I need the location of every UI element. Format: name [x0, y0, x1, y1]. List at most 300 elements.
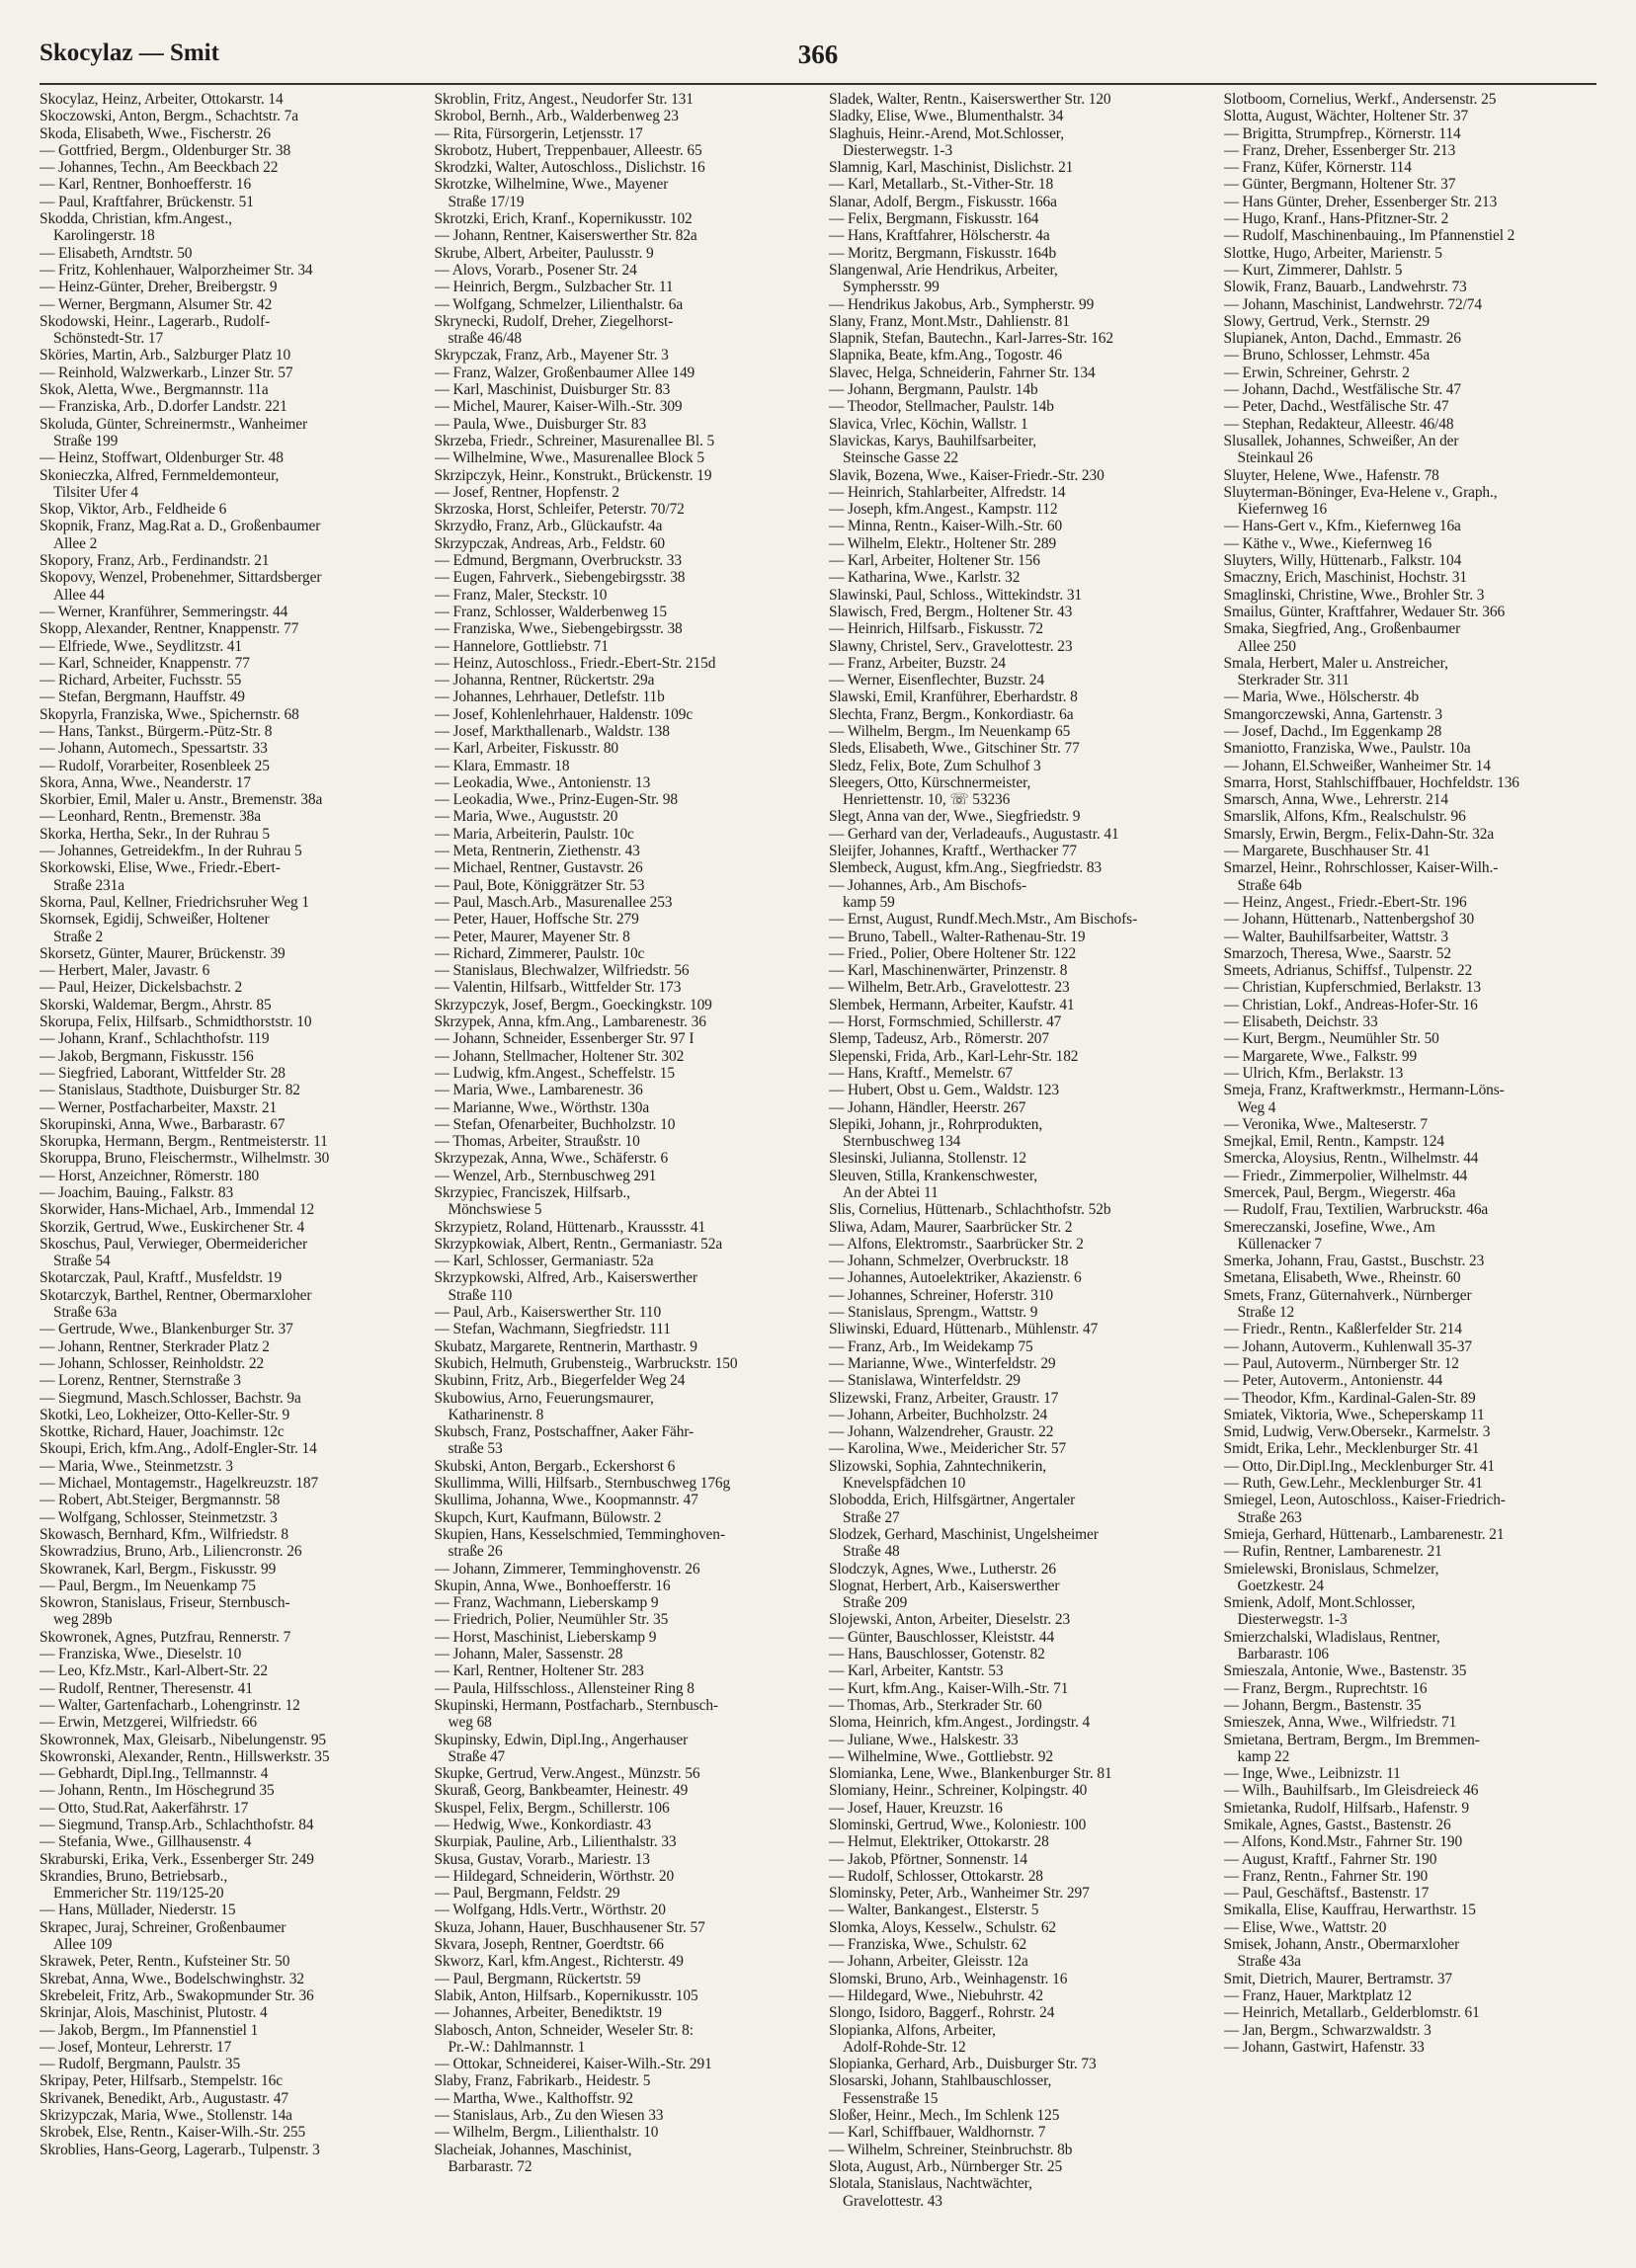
directory-entry: — Ottokar, Schneiderei, Kaiser-Wilh.-Str. 291: [434, 2056, 712, 2073]
directory-entry: Skorwider, Hans-Michael, Arb., Immendal 12: [40, 1201, 315, 1219]
directory-entry: Skrawek, Peter, Rentn., Kufsteiner Str. 50: [40, 1953, 290, 1971]
directory-entry: — Franz, Wachmann, Lieberskamp 9: [434, 1594, 659, 1612]
directory-entry: Slavica, Vrlec, Köchin, Wallstr. 1: [829, 415, 1028, 433]
directory-entry: Sladek, Walter, Rentn., Kaiserswerther Str. 120: [829, 91, 1111, 108]
directory-entry: Slechta, Franz, Bergm., Konkordiastr. 6a: [829, 705, 1074, 723]
directory-entry: Slominsky, Peter, Arb., Wanheimer Str. 297: [829, 1885, 1090, 1903]
directory-entry: Slotala, Stanislaus, Nachtwächter,: [829, 2175, 1032, 2193]
directory-entry: Slesinski, Julianna, Stollenstr. 12: [829, 1150, 1027, 1168]
directory-entry: — Franziska, Wwe., Schulstr. 62: [829, 1936, 1027, 1954]
directory-entry: — Rudolf, Maschinenbauing., Im Pfannenstiel 2: [1223, 227, 1515, 245]
directory-entry: — Paul, Bergmann, Rückertstr. 59: [434, 1970, 641, 1987]
directory-entry: — Michael, Montagemstr., Hagelkreuzstr. 187: [40, 1475, 319, 1493]
directory-entry: — Karl, Rentner, Bonhoefferstr. 16: [40, 176, 252, 194]
directory-entry: — Friedrich, Polier, Neumühler Str. 35: [434, 1611, 669, 1629]
directory-entry: — Heinz, Stoffwart, Oldenburger Str. 48: [40, 449, 284, 467]
directory-entry: — Johann, Bergm., Bastenstr. 35: [1223, 1696, 1422, 1714]
directory-entry: Sliwa, Adam, Maurer, Saarbrücker Str. 2: [829, 1218, 1073, 1236]
directory-entry: — Lorenz, Rentner, Sternstraße 3: [40, 1372, 241, 1390]
directory-entry: Skorupinski, Anna, Wwe., Barbarastr. 67: [40, 1115, 286, 1133]
directory-entry: Slaby, Franz, Fabrikarb., Heidestr. 5: [434, 2072, 651, 2090]
directory-entry: Skrzypkowiak, Albert, Rentn., Germaniastr. 52a: [434, 1235, 723, 1253]
directory-entry: — Gottfried, Bergm., Oldenburger Str. 38: [40, 141, 291, 159]
directory-entry: Smailus, Günter, Kraftfahrer, Wedauer Str. 366: [1223, 603, 1506, 620]
entry-continuation: Knevelspfädchen 10: [843, 1475, 966, 1493]
directory-entry: — Michel, Maurer, Kaiser-Wilh.-Str. 309: [434, 398, 683, 416]
directory-entry: — Karl, Schneider, Knappenstr. 77: [40, 654, 250, 672]
directory-entry: Sleijfer, Johannes, Kraftf., Werthacker 77: [829, 843, 1077, 860]
entry-continuation: kamp 22: [1237, 1747, 1290, 1765]
directory-entry: — Maria, Arbeiterin, Paulstr. 10c: [434, 825, 634, 843]
directory-entry: Skop, Viktor, Arb., Feldheide 6: [40, 501, 227, 519]
directory-entry: Slawinski, Paul, Schloss., Wittekindstr. 31: [829, 586, 1083, 604]
directory-entry: — Paul, Geschäftsf., Bastenstr. 17: [1223, 1885, 1430, 1903]
directory-entry: — Johann, Maler, Sassenstr. 28: [434, 1646, 623, 1663]
directory-entry: — Wilhelm, Betr.Arb., Gravelottestr. 23: [829, 979, 1070, 997]
entry-continuation: weg 68: [448, 1714, 492, 1732]
directory-entry: Smieja, Gerhard, Hüttenarb., Lambarenestr. 21: [1223, 1525, 1505, 1543]
directory-entry: Slepiki, Johann, jr., Rohrprodukten,: [829, 1115, 1043, 1133]
directory-entry: — Rufin, Rentner, Lambarenestr. 21: [1223, 1543, 1442, 1561]
directory-entry: Skrizypczak, Maria, Wwe., Stollenstr. 14a: [40, 2107, 292, 2125]
entry-continuation: Gravelottestr. 43: [843, 2192, 942, 2210]
directory-entry: Skrzypiec, Franciszek, Hilfsarb.,: [434, 1184, 630, 1201]
directory-entry: Skotki, Leo, Lokheizer, Otto-Keller-Str. 9: [40, 1406, 290, 1423]
directory-entry: — Kurt, kfm.Ang., Kaiser-Wilh.-Str. 71: [829, 1679, 1069, 1697]
directory-entry: Skroblies, Hans-Georg, Lagerarb., Tulpenstr. 3: [40, 2141, 320, 2158]
directory-entry: — Siegmund, Masch.Schlosser, Bachstr. 9a: [40, 1389, 301, 1407]
directory-entry: — Hugo, Kranf., Hans-Pfitzner-Str. 2: [1223, 210, 1449, 228]
directory-entry: Skorupa, Felix, Hilfsarb., Schmidthorststr. 10: [40, 1013, 312, 1031]
directory-entry: — Josef, Kohlenlehrhauer, Haldenstr. 109c: [434, 705, 694, 723]
directory-entry: — Stefan, Wachmann, Siegfriedstr. 111: [434, 1321, 671, 1338]
directory-entry: Smercek, Paul, Bergm., Wiegerstr. 46a: [1223, 1184, 1456, 1201]
entry-continuation: Küllenacker 7: [1237, 1235, 1322, 1253]
directory-entry: Slawny, Christel, Serv., Gravelottestr. 23: [829, 637, 1073, 655]
directory-entry: Skrotzke, Wilhelmine, Wwe., Mayener: [434, 176, 669, 194]
directory-entry: — Franz, Schlosser, Walderbenweg 15: [434, 603, 667, 620]
directory-entry: Smercka, Aloysius, Rentn., Wilhelmstr. 44: [1223, 1150, 1479, 1168]
directory-entry: — Peter, Dachd., Westfälische Str. 47: [1223, 398, 1449, 416]
directory-entry: — August, Kraftf., Fahrner Str. 190: [1223, 1850, 1437, 1868]
directory-entry: — Heinrich, Stahlarbeiter, Alfredstr. 14: [829, 483, 1066, 501]
entry-continuation: Karolingerstr. 18: [53, 227, 155, 245]
directory-entry: Slabosch, Anton, Schneider, Weseler Str. 8:: [434, 2021, 694, 2039]
directory-entry: — Paul, Heizer, Dickelsbachstr. 2: [40, 979, 243, 997]
entry-continuation: Allee 44: [53, 586, 105, 604]
directory-entry: — Johann, Hüttenarb., Nattenbergshof 30: [1223, 911, 1475, 929]
directory-entry: Slepenski, Frida, Arb., Karl-Lehr-Str. 182: [829, 1047, 1079, 1065]
directory-entry: Sliwinski, Eduard, Hüttenarb., Mühlenstr. 47: [829, 1321, 1099, 1338]
directory-entry: — Horst, Formschmied, Schillerstr. 47: [829, 1013, 1062, 1031]
directory-entry: — Rita, Fürsorgerin, Letjensstr. 17: [434, 124, 643, 142]
entry-continuation: Straße 47: [448, 1747, 506, 1765]
directory-entry: Skrandies, Bruno, Betriebsarb.,: [40, 1867, 228, 1885]
page-number: 366: [797, 40, 839, 69]
directory-entry: Skullima, Johanna, Wwe., Koopmannstr. 47: [434, 1492, 698, 1509]
directory-entry: Slowy, Gertrud, Verk., Sternstr. 29: [1223, 312, 1431, 330]
directory-entry: Slanar, Adolf, Bergm., Fiskusstr. 166a: [829, 193, 1057, 210]
directory-entry: Skoruppa, Bruno, Fleischermstr., Wilhelmstr. 30: [40, 1150, 330, 1168]
entry-continuation: weg 289b: [53, 1611, 113, 1629]
directory-entry: Slopianka, Alfons, Arbeiter,: [829, 2021, 996, 2039]
directory-entry: Smarsch, Anna, Wwe., Lehrerstr. 214: [1223, 791, 1448, 809]
directory-entry: — Wilh., Bauhilfsarb., Im Gleisdreieck 46: [1223, 1782, 1479, 1800]
directory-entry: Skocylaz, Heinz, Arbeiter, Ottokarstr. 14: [40, 91, 284, 108]
directory-entry: Skorkowski, Elise, Wwe., Friedr.-Ebert-: [40, 859, 281, 877]
entry-continuation: Straße 12: [1237, 1304, 1295, 1322]
directory-entry: — Stefania, Wwe., Gillhausenstr. 4: [40, 1833, 252, 1851]
directory-entry: Slavickas, Karys, Bauhilfsarbeiter,: [829, 432, 1037, 449]
entry-continuation: Diesterwegstr. 1-3: [843, 141, 953, 159]
entry-continuation: Emmericher Str. 119/125-20: [53, 1885, 224, 1903]
directory-entry: Smierzchalski, Wladislaus, Rentner,: [1223, 1628, 1440, 1646]
entry-continuation: Barbarastr. 106: [1237, 1646, 1330, 1663]
entry-continuation: Barbarastr. 72: [448, 2157, 532, 2175]
directory-entry: Skubinn, Fritz, Arb., Biegerfelder Weg 24: [434, 1372, 686, 1390]
directory-entry: — Kurt, Zimmerer, Dahlstr. 5: [1223, 261, 1403, 279]
directory-entry: Slamnig, Karl, Maschinist, Dislichstr. 21: [829, 159, 1074, 177]
directory-entry: Slopianka, Gerhard, Arb., Duisburger Str. 73: [829, 2056, 1097, 2073]
directory-entry: Skonieczka, Alfred, Fernmeldemonteur,: [40, 466, 280, 484]
entry-continuation: Katharinenstr. 8: [448, 1406, 544, 1423]
directory-entry: Skupinski, Hermann, Postfacharb., Sternbusch-: [434, 1696, 718, 1714]
entry-continuation: Steinkaul 26: [1237, 449, 1313, 467]
entry-continuation: Sternbuschweg 134: [843, 1133, 961, 1151]
directory-entry: Skrotzki, Erich, Kranf., Kopernikusstr. 102: [434, 210, 693, 228]
directory-entry: Sledz, Felix, Bote, Zum Schulhof 3: [829, 757, 1041, 774]
directory-entry: Slis, Cornelius, Hüttenarb., Schlachthofstr. 52b: [829, 1201, 1111, 1219]
directory-entry: Smets, Franz, Güternahverk., Nürnberger: [1223, 1286, 1472, 1304]
directory-entry: — Hedwig, Wwe., Konkordiastr. 43: [434, 1816, 652, 1833]
directory-entry: — Fritz, Kohlenhauer, Walporzheimer Str. 34: [40, 261, 313, 279]
directory-entry: — Leokadia, Wwe., Prinz-Eugen-Str. 98: [434, 791, 678, 809]
directory-entry: — Maria, Wwe., Auguststr. 20: [434, 808, 618, 826]
directory-entry: — Johann, Schneider, Essenberger Str. 97 I: [434, 1030, 695, 1048]
directory-entry: Slembek, Hermann, Arbeiter, Kaufstr. 41: [829, 996, 1075, 1013]
directory-entry: Sköries, Martin, Arb., Salzburger Platz 10: [40, 347, 291, 364]
directory-entry: — Heinrich, Bergm., Sulzbacher Str. 11: [434, 279, 674, 296]
directory-entry: Slottke, Hugo, Arbeiter, Marienstr. 5: [1223, 244, 1442, 262]
directory-entry: — Leo, Kfz.Mstr., Karl-Albert-Str. 22: [40, 1662, 268, 1680]
entry-continuation: Straße 17/19: [448, 193, 525, 210]
directory-entry: Skopyrla, Franziska, Wwe., Spichernstr. 68: [40, 705, 299, 723]
entry-continuation: Straße 263: [1237, 1508, 1302, 1526]
directory-entry: Skopp, Alexander, Rentner, Knappenstr. 77: [40, 620, 299, 638]
directory-entry: — Johannes, Autoelektriker, Akazienstr. 6: [829, 1269, 1082, 1287]
entry-continuation: kamp 59: [843, 893, 895, 911]
directory-entry: Skorna, Paul, Kellner, Friedrichsruher Weg 1: [40, 893, 309, 911]
directory-entry: — Margarete, Buschhauser Str. 41: [1223, 843, 1431, 860]
directory-entry: — Rudolf, Bergmann, Paulstr. 35: [40, 2056, 241, 2073]
directory-entry: Slotta, August, Wächter, Holtener Str. 37: [1223, 108, 1469, 125]
directory-entry: — Michael, Rentner, Gustavstr. 26: [434, 859, 643, 877]
directory-entry: Sleuven, Stilla, Krankenschwester,: [829, 1167, 1037, 1184]
directory-entry: — Marianne, Wwe., Wörthstr. 130a: [434, 1098, 650, 1116]
directory-entry: — Kurt, Bergm., Neumühler Str. 50: [1223, 1030, 1439, 1048]
directory-column: [40, 91, 423, 2252]
entry-continuation: Straße 43a: [1237, 1953, 1301, 1971]
directory-entry: — Karl, Schiffbauer, Waldhornstr. 7: [829, 2124, 1046, 2142]
directory-entry: — Leokadia, Wwe., Antonienstr. 13: [434, 773, 651, 791]
directory-entry: Sladky, Elise, Wwe., Blumenthalstr. 34: [829, 108, 1064, 125]
directory-entry: — Franz, Hauer, Marktplatz 12: [1223, 1986, 1413, 2004]
directory-entry: — Johann, Gastwirt, Hafenstr. 33: [1223, 2038, 1425, 2056]
directory-entry: — Hildegard, Schneiderin, Wörthstr. 20: [434, 1867, 675, 1885]
directory-entry: Skowradzius, Bruno, Arb., Liliencronstr. 26: [40, 1543, 302, 1561]
directory-entry: Slapnik, Stefan, Bautechn., Karl-Jarres-Str. 162: [829, 330, 1113, 348]
directory-entry: Skrzypietz, Roland, Hüttenarb., Kraussstr. 41: [434, 1218, 706, 1236]
directory-entry: — Johann, Arbeiter, Buchholzstr. 24: [829, 1406, 1048, 1423]
directory-entry: — Wolfgang, Schmelzer, Lilienthalstr. 6a: [434, 295, 684, 313]
directory-entry: — Richard, Zimmerer, Paulstr. 10c: [434, 944, 645, 962]
directory-entry: Skorski, Waldemar, Bergm., Ahrstr. 85: [40, 996, 272, 1013]
directory-entry: Smarzoch, Theresa, Wwe., Saarstr. 52: [1223, 944, 1451, 962]
entry-continuation: Straße 64b: [1237, 876, 1302, 894]
directory-entry: — Elise, Wwe., Wattstr. 20: [1223, 1918, 1387, 1936]
directory-entry: — Erwin, Metzgerei, Wilfriedstr. 66: [40, 1714, 257, 1732]
directory-entry: — Karl, Metallarb., St.-Vither-Str. 18: [829, 176, 1054, 194]
directory-entry: Skrzipczyk, Heinr., Konstrukt., Brückenstr. 19: [434, 466, 712, 484]
directory-entry: Smiegel, Leon, Autoschloss., Kaiser-Friedrich-: [1223, 1492, 1506, 1509]
directory-entry: Smiatek, Viktoria, Wwe., Scheperskamp 11: [1223, 1406, 1485, 1423]
directory-entry: Skowronski, Alexander, Rentn., Hillswerkstr. 35: [40, 1747, 330, 1765]
directory-entry: — Wilhelm, Bergm., Im Neuenkamp 65: [829, 722, 1071, 740]
directory-entry: Smejkal, Emil, Rentn., Kampstr. 124: [1223, 1133, 1444, 1151]
entry-continuation: An der Abtei 11: [843, 1184, 939, 1201]
directory-entry: — Christian, Lokf., Andreas-Hofer-Str. 16: [1223, 996, 1478, 1013]
directory-entry: — Franz, Walzer, Großenbaumer Allee 149: [434, 364, 695, 381]
directory-entry: Slawisch, Fred, Bergm., Holtener Str. 43: [829, 603, 1073, 620]
directory-entry: Smala, Herbert, Maler u. Anstreicher,: [1223, 654, 1448, 672]
directory-entry: — Ernst, August, Rundf.Mech.Mstr., Am Bischofs-: [829, 911, 1138, 929]
directory-entry: Smaka, Siegfried, Ang., Großenbaumer: [1223, 620, 1461, 638]
directory-entry: — Walter, Bankangest., Elsterstr. 5: [829, 1902, 1039, 1919]
entry-continuation: Henriettenstr. 10, ☏ 53236: [843, 791, 1011, 809]
directory-entry: — Johann, Schlosser, Reinholdstr. 22: [40, 1354, 265, 1372]
directory-entry: — Alfons, Kond.Mstr., Fahrner Str. 190: [1223, 1833, 1463, 1851]
directory-entry: Skrinjar, Alois, Maschinist, Plutostr. 4: [40, 2004, 268, 2022]
entry-continuation: straße 46/48: [448, 330, 522, 348]
directory-entry: — Siegmund, Transp.Arb., Schlachthofstr. 84: [40, 1816, 314, 1833]
directory-entry: — Peter, Autoverm., Antonienstr. 44: [1223, 1372, 1443, 1390]
directory-entry: Smereczanski, Josefine, Wwe., Am: [1223, 1218, 1435, 1236]
entry-continuation: Straße 199: [53, 432, 119, 449]
directory-entry: — Thomas, Arb., Sterkrader Str. 60: [829, 1696, 1042, 1714]
directory-entry: — Moritz, Bergmann, Fiskusstr. 164b: [829, 244, 1057, 262]
directory-entry: — Eugen, Fahrverk., Siebengebirgsstr. 38: [434, 569, 686, 587]
entry-continuation: Straße 231a: [53, 876, 124, 894]
directory-entry: Smieszek, Anna, Wwe., Wilfriedstr. 71: [1223, 1714, 1457, 1732]
directory-entry: Smetana, Elisabeth, Wwe., Rheinstr. 60: [1223, 1269, 1461, 1287]
directory-entry: — Heinz, Angest., Friedr.-Ebert-Str. 196: [1223, 893, 1467, 911]
directory-entry: Skrube, Albert, Arbeiter, Paulusstr. 9: [434, 244, 654, 262]
directory-entry: — Ulrich, Kfm., Berlakstr. 13: [1223, 1064, 1404, 1082]
directory-entry: Skripay, Peter, Hilfsarb., Stempelstr. 16c: [40, 2072, 283, 2090]
directory-entry: — Johann, Stellmacher, Holtener Str. 302: [434, 1047, 685, 1065]
directory-entry: — Heinz, Autoschloss., Friedr.-Ebert-Str. 215d: [434, 654, 716, 672]
directory-entry: Skopory, Franz, Arb., Ferdinandstr. 21: [40, 552, 270, 570]
directory-entry: Skuza, Johann, Hauer, Buschhausener Str. 57: [434, 1918, 705, 1936]
directory-entry: Skoda, Elisabeth, Wwe., Fischerstr. 26: [40, 124, 272, 142]
directory-entry: Slavec, Helga, Schneiderin, Fahrner Str. 134: [829, 364, 1096, 381]
directory-entry: — Johann, Rentn., Im Höschegrund 35: [40, 1782, 275, 1800]
directory-entry: — Stanislawa, Winterfeldstr. 29: [829, 1372, 1021, 1390]
directory-entry: — Wilhelmine, Wwe., Gottliebstr. 92: [829, 1747, 1053, 1765]
directory-entry: — Johann, Walzendreher, Graustr. 22: [829, 1423, 1054, 1441]
directory-entry: — Hans-Gert v., Kfm., Kiefernweg 16a: [1223, 518, 1461, 535]
entry-continuation: Schönstedt-Str. 17: [53, 330, 164, 348]
directory-entry: Skubowius, Arno, Feuerungsmaurer,: [434, 1389, 654, 1407]
directory-entry: — Gebhardt, Dipl.Ing., Tellmannstr. 4: [40, 1765, 269, 1783]
directory-entry: — Karl, Rentner, Holtener Str. 283: [434, 1662, 644, 1680]
directory-entry: — Elisabeth, Arndtstr. 50: [40, 244, 193, 262]
directory-entry: — Johann, El.Schweißer, Wanheimer Str. 14: [1223, 757, 1491, 774]
directory-entry: Skullimma, Willi, Hilfsarb., Sternbuschweg 176g: [434, 1475, 731, 1493]
directory-entry: — Maria, Wwe., Hölscherstr. 4b: [1223, 688, 1420, 706]
directory-entry: Smielewski, Bronislaus, Schmelzer,: [1223, 1560, 1439, 1578]
directory-entry: Smarra, Horst, Stahlschiffbauer, Hochfeldstr. 136: [1223, 773, 1519, 791]
directory-entry: Slominski, Gertrud, Wwe., Koloniestr. 100: [829, 1816, 1087, 1833]
directory-entry: — Werner, Bergmann, Alsumer Str. 42: [40, 295, 273, 313]
directory-entry: — Wilhelm, Elektr., Holtener Str. 289: [829, 534, 1057, 552]
entry-continuation: Straße 54: [53, 1253, 111, 1270]
directory-entry: — Johann, Rentner, Sterkrader Platz 2: [40, 1337, 270, 1355]
directory-entry: Skrynecki, Rudolf, Dreher, Ziegelhorst-: [434, 312, 674, 330]
directory-entry: — Josef, Hauer, Kreuzstr. 16: [829, 1799, 1003, 1817]
directory-entry: — Meta, Rentnerin, Ziethenstr. 43: [434, 843, 640, 860]
directory-entry: Skowranek, Karl, Bergm., Fiskusstr. 99: [40, 1560, 277, 1578]
directory-entry: — Karl, Arbeiter, Kantstr. 53: [829, 1662, 1004, 1680]
directory-entry: — Paul, Arb., Kaiserswerther Str. 110: [434, 1304, 662, 1322]
directory-entry: — Rudolf, Frau, Textilien, Warbruckstr. 46a: [1223, 1201, 1489, 1219]
directory-entry: — Stanislaus, Sprengm., Wattstr. 9: [829, 1304, 1038, 1322]
directory-entry: — Jan, Bergm., Schwarzwaldstr. 3: [1223, 2021, 1432, 2039]
entry-continuation: Adolf-Rohde-Str. 12: [843, 2038, 966, 2056]
directory-entry: Skrzypczak, Andreas, Arb., Feldstr. 60: [434, 534, 665, 552]
directory-entry: Skrzeba, Friedr., Schreiner, Masurenallee Bl. 5: [434, 432, 715, 449]
directory-entry: — Johannes, Schreiner, Hoferstr. 310: [829, 1286, 1054, 1304]
directory-entry: — Werner, Postfacharbeiter, Maxstr. 21: [40, 1098, 278, 1116]
directory-entry: — Wolfgang, Schlosser, Steinmetzstr. 3: [40, 1508, 278, 1526]
directory-entry: Skroblin, Fritz, Angest., Neudorfer Str. 131: [434, 91, 694, 108]
directory-entry: Skoupi, Erich, kfm.Ang., Adolf-Engler-Str. 14: [40, 1440, 317, 1458]
directory-entry: Sleds, Elisabeth, Wwe., Gitschiner Str. 77: [829, 740, 1080, 758]
directory-entry: — Fried., Polier, Obere Holtener Str. 122: [829, 944, 1077, 962]
directory-entry: — Edmund, Bergmann, Overbruckstr. 33: [434, 552, 682, 570]
directory-entry: — Paul, Masch.Arb., Masurenallee 253: [434, 893, 673, 911]
directory-entry: Skurpiak, Pauline, Arb., Lilienthalstr. 33: [434, 1833, 677, 1851]
directory-entry: — Johann, Automech., Spessartstr. 33: [40, 740, 268, 758]
directory-entry: Smarsly, Erwin, Bergm., Felix-Dahn-Str. 32a: [1223, 825, 1495, 843]
directory-entry: — Elfriede, Wwe., Seydlitzstr. 41: [40, 637, 242, 655]
directory-entry: — Paul, Bergm., Im Neuenkamp 75: [40, 1577, 256, 1594]
directory-entry: Skoschus, Paul, Verwieger, Obermeidericher: [40, 1235, 307, 1253]
directory-entry: Slawski, Emil, Kranführer, Eberhardstr. 8: [829, 688, 1078, 706]
directory-entry: — Franz, Dreher, Essenberger Str. 213: [1223, 141, 1456, 159]
directory-entry: Skubski, Anton, Bergarb., Eckershorst 6: [434, 1457, 676, 1475]
directory-entry: Skopovy, Wenzel, Probenehmer, Sittardsberger: [40, 569, 322, 587]
directory-entry: Smietanka, Rudolf, Hilfsarb., Hafenstr. 9: [1223, 1799, 1470, 1817]
directory-entry: Slotboom, Cornelius, Werkf., Andersenstr. 25: [1223, 91, 1497, 108]
directory-entry: — Reinhold, Walzwerkarb., Linzer Str. 57: [40, 364, 293, 381]
directory-entry: — Hans, Kraftfahrer, Hölscherstr. 4a: [829, 227, 1050, 245]
directory-entry: Skupien, Hans, Kesselschmied, Temminghoven-: [434, 1525, 725, 1543]
directory-entry: — Hubert, Obst u. Gem., Waldstr. 123: [829, 1082, 1059, 1099]
directory-entry: Slota, August, Arb., Nürnberger Str. 25: [829, 2157, 1063, 2175]
directory-entry: — Klara, Emmastr. 18: [434, 757, 570, 774]
directory-entry: — Josef, Dachd., Im Eggenkamp 28: [1223, 722, 1442, 740]
directory-entry: Skopnik, Franz, Mag.Rat a. D., Großenbaumer: [40, 518, 321, 535]
directory-entry: — Siegfried, Laborant, Wittfelder Str. 28: [40, 1064, 286, 1082]
directory-entry: Slojewski, Anton, Arbeiter, Dieselstr. 23: [829, 1611, 1071, 1629]
directory-entry: Skorbier, Emil, Maler u. Anstr., Bremenstr. 38a: [40, 791, 323, 809]
directory-entry: — Johannes, Arbeiter, Benediktstr. 19: [434, 2004, 662, 2022]
entry-continuation: Straße 27: [843, 1508, 900, 1526]
directory-entry: Slognat, Herbert, Arb., Kaiserswerther: [829, 1577, 1060, 1594]
directory-entry: — Ludwig, kfm.Angest., Scheffelstr. 15: [434, 1064, 675, 1082]
directory-entry: — Leonhard, Rentn., Bremenstr. 38a: [40, 808, 261, 826]
directory-entry: Slegt, Anna van der, Wwe., Siegfriedstr. 9: [829, 808, 1081, 826]
directory-entry: — Paula, Hilfsschloss., Allensteiner Ring 8: [434, 1679, 695, 1697]
directory-entry: Skorsetz, Günter, Maurer, Brückenstr. 39: [40, 944, 286, 962]
entry-continuation: Allee 2: [53, 534, 98, 552]
directory-entry: Slaghuis, Heinr.-Arend, Mot.Schlosser,: [829, 124, 1064, 142]
directory-entry: Skrzypczyk, Josef, Bergm., Goeckingkstr. 109: [434, 996, 712, 1013]
directory-entry: Smarzel, Heinr., Rohrschlosser, Kaiser-Wilh.-: [1223, 859, 1499, 877]
directory-entry: Slemp, Tadeusz, Arb., Römerstr. 207: [829, 1030, 1049, 1048]
directory-entry: — Paul, Bote, Königgrätzer Str. 53: [434, 876, 645, 894]
directory-entry: — Rudolf, Vorarbeiter, Rosenbleek 25: [40, 757, 270, 774]
directory-entry: — Johann, Schmelzer, Overbruckstr. 18: [829, 1253, 1069, 1270]
directory-entry: — Paul, Autoverm., Nürnberger Str. 12: [1223, 1354, 1459, 1372]
directory-column: [829, 91, 1212, 2252]
directory-entry: Skottke, Richard, Hauer, Joachimstr. 12c: [40, 1423, 285, 1441]
directory-entry: Slomski, Bruno, Arb., Weinhagenstr. 16: [829, 1970, 1068, 1987]
directory-entry: Slangenwal, Arie Hendrikus, Arbeiter,: [829, 261, 1058, 279]
directory-entry: Skrzypek, Anna, kfm.Ang., Lambarenestr. 36: [434, 1013, 706, 1031]
directory-entry: Smikale, Agnes, Gastst., Bastenstr. 26: [1223, 1816, 1451, 1833]
entry-continuation: Straße 63a: [53, 1304, 118, 1322]
directory-entry: — Margarete, Wwe., Falkstr. 99: [1223, 1047, 1418, 1065]
entry-continuation: Goetzkestr. 24: [1237, 1577, 1325, 1594]
directory-entry: — Käthe v., Wwe., Kiefernweg 16: [1223, 534, 1432, 552]
directory-entry: Skubich, Helmuth, Grubensteig., Warbruckstr. 150: [434, 1354, 738, 1372]
directory-entry: — Franz, Arbeiter, Buzstr. 24: [829, 654, 1006, 672]
directory-entry: — Erwin, Schreiner, Gehrstr. 2: [1223, 364, 1410, 381]
directory-entry: Slusallek, Johannes, Schweißer, An der: [1223, 432, 1459, 449]
entry-continuation: straße 26: [448, 1543, 503, 1561]
directory-entry: — Marianne, Wwe., Winterfeldstr. 29: [829, 1354, 1056, 1372]
directory-entry: Sluyters, Willy, Hüttenarb., Falkstr. 104: [1223, 552, 1462, 570]
directory-entry: — Stephan, Redakteur, Alleestr. 46/48: [1223, 415, 1454, 433]
directory-entry: — Katharina, Wwe., Karlstr. 32: [829, 569, 1021, 587]
directory-entry: Slizewski, Franz, Arbeiter, Graustr. 17: [829, 1389, 1059, 1407]
directory-entry: Skrobol, Bernh., Arb., Walderbenweg 23: [434, 108, 679, 125]
directory-entry: — Franziska, Arb., D.dorfer Landstr. 221: [40, 398, 287, 416]
directory-entry: — Johann, Rentner, Kaiserswerther Str. 82a: [434, 227, 697, 245]
directory-entry: — Joachim, Bauing., Falkstr. 83: [40, 1184, 234, 1201]
directory-entry: Skubatz, Margarete, Rentnerin, Marthastr. 9: [434, 1337, 697, 1355]
directory-entry: — Johann, Zimmerer, Temminghovenstr. 26: [434, 1560, 700, 1578]
directory-entry: Skrzypkowski, Alfred, Arb., Kaiserswerther: [434, 1269, 697, 1287]
directory-entry: Skworz, Karl, kfm.Angest., Richterstr. 49: [434, 1953, 684, 1971]
directory-entry: — Stanislaus, Stadthote, Duisburger Str. 82: [40, 1082, 300, 1099]
directory-entry: Sluyterman-Böninger, Eva-Helene v., Graph.,: [1223, 483, 1498, 501]
directory-entry: — Inge, Wwe., Leibnizstr. 11: [1223, 1765, 1401, 1783]
directory-columns: [40, 91, 1606, 2252]
directory-entry: — Heinrich, Metallarb., Gelderblomstr. 61: [1223, 2004, 1480, 2022]
